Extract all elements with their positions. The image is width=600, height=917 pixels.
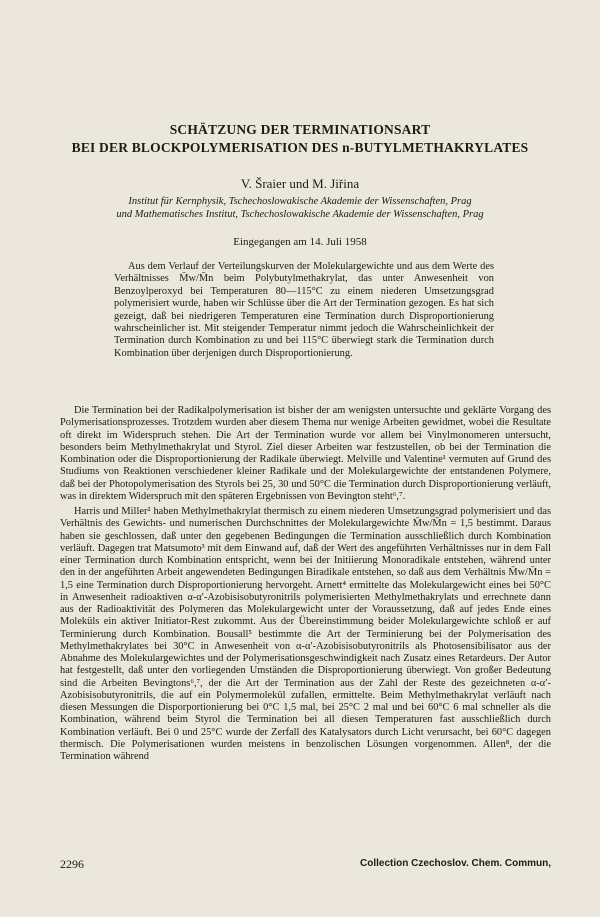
title-line-1: SCHÄTZUNG DER TERMINATIONSART bbox=[169, 122, 431, 137]
affiliation-line-2: und Mathematisches Institut, Tschechoslowakische Akademie der Wissenschaften, Prag bbox=[116, 208, 484, 220]
body-paragraph: Harris und Miller² haben Methylmethakrylat thermisch zu einem niederen Umsetzungsgrad polymerisiert und das Verhältnis des Gewichts- und numerischen Durchschnittes der Molekulargewichte M̄w/M̄n = 1,5 bestimmt. Daraus haben sie geschlossen, daß unter den gegebenen Bedingungen die Termination ausschließlich durch Kombination verläuft. Dagegen trat Matsumoto³ mit dem Einwand auf, daß der Wert des angeführten Verhältnisses nur in dem Fall einer Termination durch Kombination entspricht, wenn bei der Initiierung Monoradikale entstehen, während unter den in der angeführten Arbeit angewendeten Bedingungen Biradikale entstehen, so daß aus dem Verhältnis M̄w/M̄n = 1,5 eine Termination durch Disproportionierung hervorgeht. Arnett⁴ ermittelte das Molekulargewicht eines bei 50°C in Anwesenheit radioaktiven α-α′-Azobisisobutyronitrils polymerisierten Methylmethakrylats und errechnete dann aus der Radioaktivität des Polymeren das Molekulargewicht unter der Voraussetzung, daß auf jedes Ende eines Moleküls ein aktiver Initiator-Rest zukommt. Aus der Übereinstimmung beider Molekulargewichte schloß er auf Terminierung durch Kombination. Bousall⁵ bestimmte die Art der Terminierung bei der Polymerisation des Methylmethakrylates bei 30°C in Anwesenheit von α-α′-Azobisisobutyronitrils als Photosensibilisator aus der Abnahme des Molekulargewichtes und der Polymerisationsgeschwindigkeit nach Zusatz eines Retardeurs. Der Autor hat festgestellt, daß unter den vorliegenden Umständen die Disproportionierung überwiegt. Von großer Bedeutung sind die Arbeiten Bevingtons⁶,⁷, der die Art der Termination aus der Zahl der Reste des gezeichneten α-α′-Azobisisobutyronitrils, die auf ein Polymermolekül zufallen, ermittelte. Beim Methylmethakrylat verläuft nach diesen Messungen die Disporportionierung bei 0°C 1,5 mal, bei 25°C 2 mal und bei 60°C 6 mal schneller als die Kombination, während beim Styrol die Termination bei all diesen Temperaturen fast ausschließlich durch Kombination verläuft. Bei 0 und 25°C wurde der Zerfall des Katalysators durch Licht verursacht, bei 60°C dagegen thermisch. Die Polymerisationen wurden meistens in benzolischen Lösungen vorgenommen. Allen⁸, der die Termination während bbox=[60, 506, 551, 762]
abstract: Aus dem Verlauf der Verteilungskurven der Molekulargewichte und aus dem Werte des Verhältnisses M̄w/M̄n beim Polybutylmethakrylat, das unter Anwesenheit von Benzoylperoxyd bei Temperaturen 80—115°C zu einem niederen Umsetzungsgrad polymerisiert wurde, haben wir Schlüsse über die Art der Termination gezogen. Es hat sich gezeigt, daß bei niedrigeren Temperaturen eine Termination durch Disproportionierung wahrscheinlicher ist. Mit steigender Temperatur nimmt jedoch die Wahrscheinlichkeit der Termination durch Kombination zu und bei 115°C überwiegt stark die Termination durch Kombination über derjenigen durch Disproportionierung. bbox=[114, 261, 494, 359]
affiliation bbox=[40, 196, 560, 221]
article-title bbox=[40, 121, 560, 157]
received-date: Eingegangen am 14. Juli 1958 bbox=[233, 236, 367, 248]
affiliation-line-1: Institut für Kernphysik, Tschechoslowakische Akademie der Wissenschaften, Prag bbox=[128, 196, 472, 207]
title-line-2: BEI DER BLOCKPOLYMERISATION DES n-BUTYLMETHAKRYLATES bbox=[71, 140, 529, 155]
authors: V. Šraier und M. Jiřina bbox=[240, 176, 360, 191]
article-body bbox=[60, 405, 551, 766]
journal-name: Collection Czechoslov. Chem. Commun, bbox=[360, 858, 551, 869]
page-number: 2296 bbox=[60, 857, 84, 871]
body-paragraph: Die Termination bei der Radikalpolymerisation ist bisher der am wenigsten untersuchte und geklärte Vorgang des Polymerisationsprozesses. Trotzdem wurden aber diesem Thema nur wenige Arbeiten gewidmet, wobei die Resultate oft direkt im Widerspruch stehen. Die Art der Termination wurde vor allem bei Vinylmonomeren untersucht, besonders beim Methylmethakrylat und Styrol. Ziel dieser Arbeiten war festzustellen, ob bei der Termination die Kombination oder die Disproportionierung der Radikale überwiegt. Melville und Valentine¹ vermuten auf Grund des Studiums von Reaktionen verschiedener kleiner Radikale und der Molekulargewichte der entstandenen Polymere, daß bei der Photopolymerisation des Styrols bei 25, 30 und 50°C die Termination durch Disproportionierung verläuft, was in direktem Widerspruch mit den späteren Ergebnissen von Bevington steht⁶,⁷. bbox=[60, 405, 551, 502]
